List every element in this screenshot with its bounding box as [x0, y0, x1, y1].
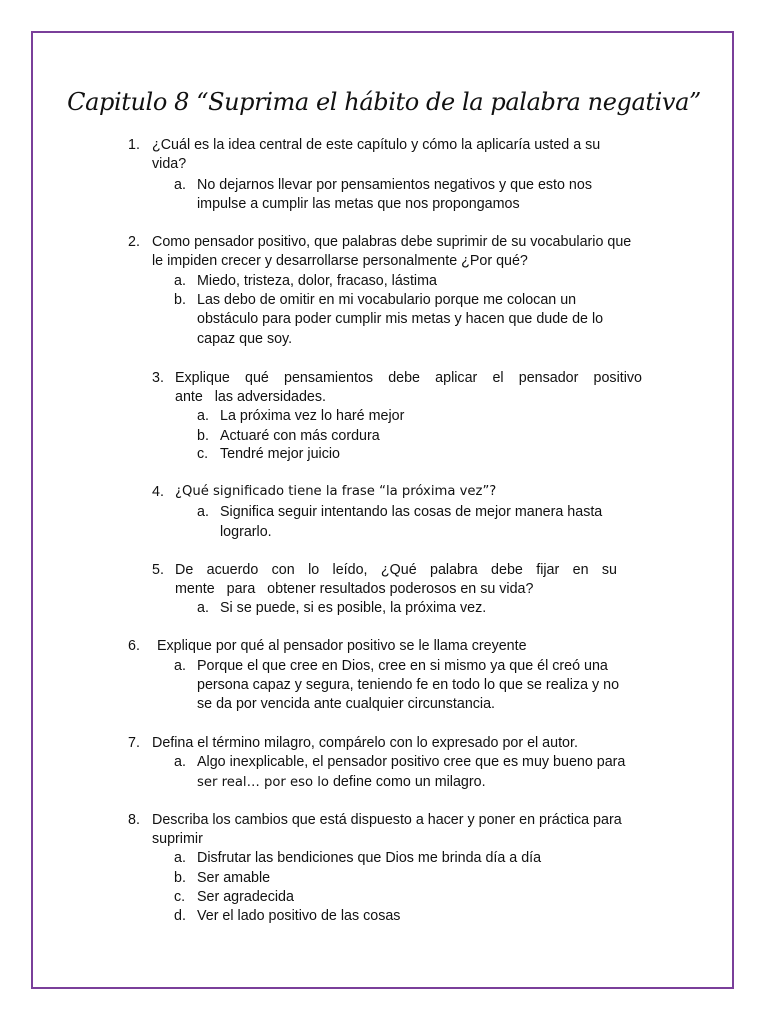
- question-number: 1.: [128, 137, 140, 153]
- answer-text: La próxima vez lo haré mejor: [220, 408, 405, 424]
- question-text: ante las adversidades.: [175, 389, 327, 405]
- answer-label: b.: [197, 428, 209, 444]
- answer-text: Las debo de omitir en mi vocabulario porque me colocan un: [197, 292, 577, 308]
- answer-label: c.: [197, 446, 209, 462]
- answer-text: capaz que soy.: [197, 331, 293, 347]
- answer-label: a.: [197, 504, 209, 520]
- question-number: 5.: [152, 562, 164, 578]
- answer-text-part: ser real… por eso lo: [197, 775, 329, 790]
- question-number: 4.: [152, 484, 164, 500]
- answer-text: Actuaré con más cordura: [220, 428, 380, 444]
- answer-text: Algo inexplicable, el pensador positivo cree que es muy bueno para: [197, 754, 626, 770]
- question-text: mente para obtener resultados poderosos en su vida?: [175, 581, 534, 597]
- answer-text: Significa seguir intentando las cosas de mejor manera hasta: [220, 504, 603, 520]
- question-text: Defina el término milagro, compárelo con lo expresado por el autor.: [152, 735, 578, 751]
- answer-label: a.: [174, 177, 186, 193]
- question-number: 3.: [152, 370, 164, 386]
- answer-text: Ver el lado positivo de las cosas: [197, 908, 401, 924]
- answer-label: a.: [197, 600, 209, 616]
- page-title: Capitulo 8 “Suprima el hábito de la palabra negativa”: [67, 88, 701, 116]
- answer-text: lograrlo.: [220, 524, 272, 540]
- answer-text: impulse a cumplir las metas que nos propongamos: [197, 196, 520, 212]
- answer-text-continued: [197, 773, 486, 792]
- answer-text: Disfrutar las bendiciones que Dios me brinda día a día: [197, 850, 542, 866]
- answer-label: a.: [174, 850, 186, 866]
- answer-text: obstáculo para poder cumplir mis metas y hacen que dude de lo: [197, 311, 604, 327]
- answer-label: b.: [174, 292, 186, 308]
- answer-text: Si se puede, si es posible, la próxima vez.: [220, 600, 487, 616]
- question-number: 8.: [128, 812, 140, 828]
- answer-text: Tendré mejor juicio: [220, 446, 340, 462]
- question-text: le impiden crecer y desarrollarse personalmente ¿Por qué?: [152, 253, 528, 269]
- answer-label: a.: [174, 754, 186, 770]
- answer-label: a.: [174, 273, 186, 289]
- answer-text: Porque el que cree en Dios, cree en si mismo ya que él creó una: [197, 658, 608, 674]
- answer-label: a.: [174, 658, 186, 674]
- answer-text-part: define como un milagro.: [329, 774, 486, 790]
- question-number: 7.: [128, 735, 140, 751]
- answer-label: a.: [197, 408, 209, 424]
- answer-text: Miedo, tristeza, dolor, fracaso, lástima: [197, 273, 437, 289]
- answer-label: c.: [174, 889, 186, 905]
- question-text: Como pensador positivo, que palabras debe suprimir de su vocabulario que: [152, 234, 632, 250]
- question-number: 2.: [128, 234, 140, 250]
- question-text: suprimir: [152, 831, 203, 847]
- question-text: De acuerdo con lo leído, ¿Qué palabra debe fijar en su: [175, 562, 617, 578]
- answer-label: d.: [174, 908, 186, 924]
- question-number: 6.: [128, 638, 140, 654]
- answer-text: Ser amable: [197, 870, 271, 886]
- answer-text: Ser agradecida: [197, 889, 294, 905]
- answer-label: b.: [174, 870, 186, 886]
- answer-text: No dejarnos llevar por pensamientos negativos y que esto nos: [197, 177, 592, 193]
- question-text: Explique por qué al pensador positivo se le llama creyente: [157, 638, 527, 654]
- question-text: ¿Qué significado tiene la frase “la próxima vez”?: [175, 484, 497, 499]
- answer-text: persona capaz y segura, teniendo fe en todo lo que se realiza y no: [197, 677, 620, 693]
- question-text: ¿Cuál es la idea central de este capítulo y cómo la aplicaría usted a su: [152, 137, 601, 153]
- question-text: Explique qué pensamientos debe aplicar el pensador positivo: [175, 370, 642, 386]
- answer-text: se da por vencida ante cualquier circunstancia.: [197, 696, 496, 712]
- question-text: Describa los cambios que está dispuesto a hacer y poner en práctica para: [152, 812, 622, 828]
- question-text: vida?: [152, 156, 187, 172]
